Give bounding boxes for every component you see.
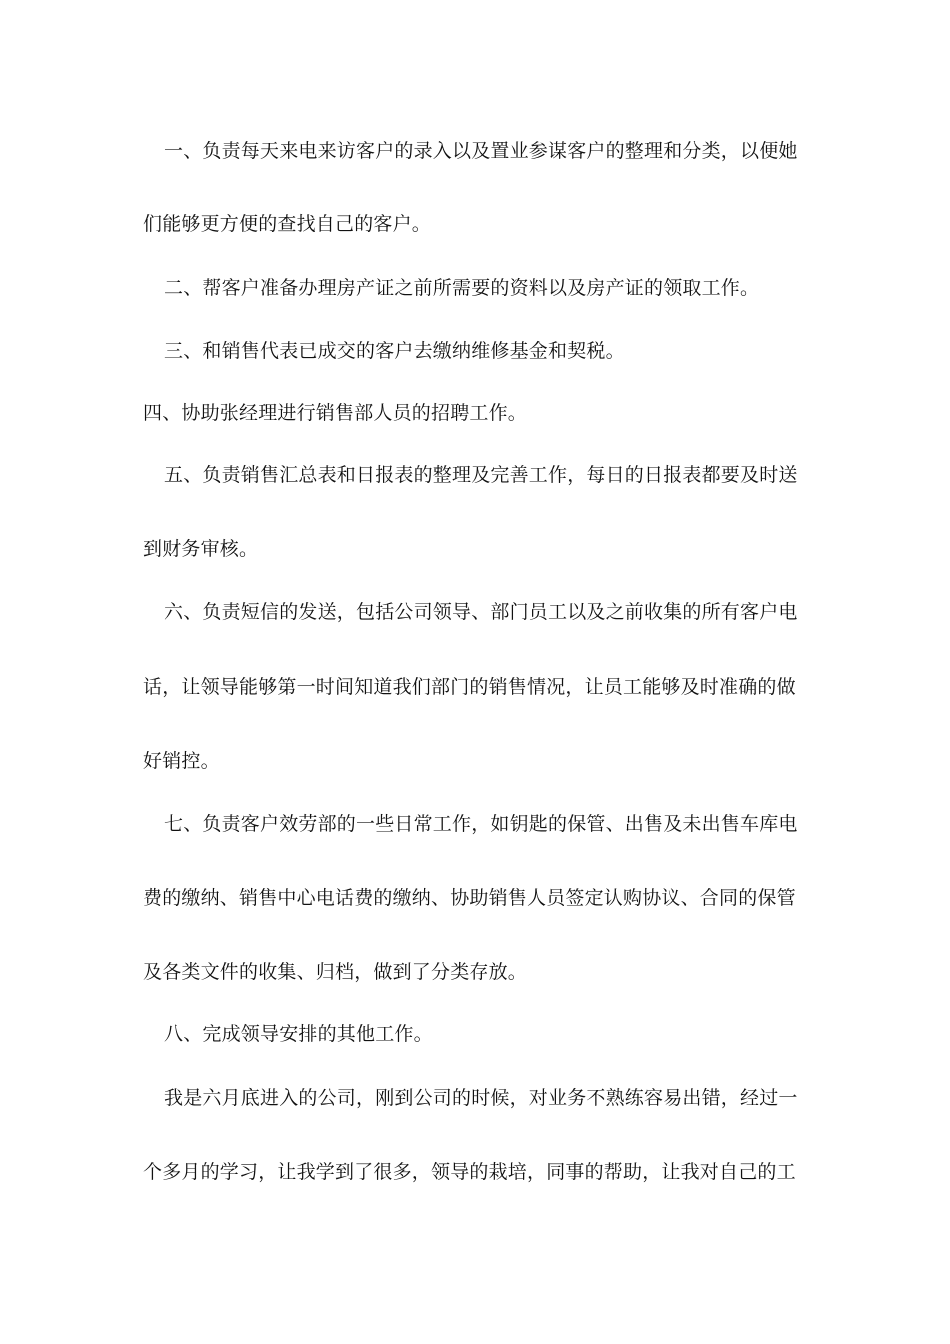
paragraph-9-line-1: 我是六月底进入的公司，刚到公司的时候，对业务不熟练容易出错，经过一 bbox=[164, 1087, 798, 1109]
paragraph-6-line-1: 六、负责短信的发送，包括公司领导、部门员工以及之前收集的所有客户电 bbox=[164, 601, 798, 623]
paragraph-1-line-1: 一、负责每天来电来访客户的录入以及置业参谋客户的整理和分类，以便她 bbox=[164, 140, 798, 162]
paragraph-7-line-3: 及各类文件的收集、归档，做到了分类存放。 bbox=[143, 961, 528, 983]
paragraph-7-line-2: 费的缴纳、销售中心电话费的缴纳、协助销售人员签定认购协议、合同的保管 bbox=[143, 887, 796, 909]
paragraph-4: 四、协助张经理进行销售部人员的招聘工作。 bbox=[143, 402, 528, 424]
paragraph-6-line-3: 好销控。 bbox=[143, 750, 220, 772]
paragraph-5-line-2: 到财务审核。 bbox=[143, 538, 259, 560]
paragraph-8: 八、完成领导安排的其他工作。 bbox=[164, 1023, 433, 1045]
paragraph-3: 三、和销售代表已成交的客户去缴纳维修基金和契税。 bbox=[164, 340, 625, 362]
paragraph-2: 二、帮客户准备办理房产证之前所需要的资料以及房产证的领取工作。 bbox=[164, 277, 760, 299]
paragraph-6-line-2: 话，让领导能够第一时间知道我们部门的销售情况，让员工能够及时准确的做 bbox=[143, 676, 796, 698]
paragraph-7-line-1: 七、负责客户效劳部的一些日常工作，如钥匙的保管、出售及未出售车库电 bbox=[164, 813, 798, 835]
paragraph-1-line-2: 们能够更方便的查找自己的客户。 bbox=[143, 213, 432, 235]
paragraph-9-line-2: 个多月的学习，让我学到了很多，领导的栽培，同事的帮助，让我对自己的工 bbox=[143, 1161, 796, 1183]
paragraph-5-line-1: 五、负责销售汇总表和日报表的整理及完善工作，每日的日报表都要及时送 bbox=[164, 464, 798, 486]
